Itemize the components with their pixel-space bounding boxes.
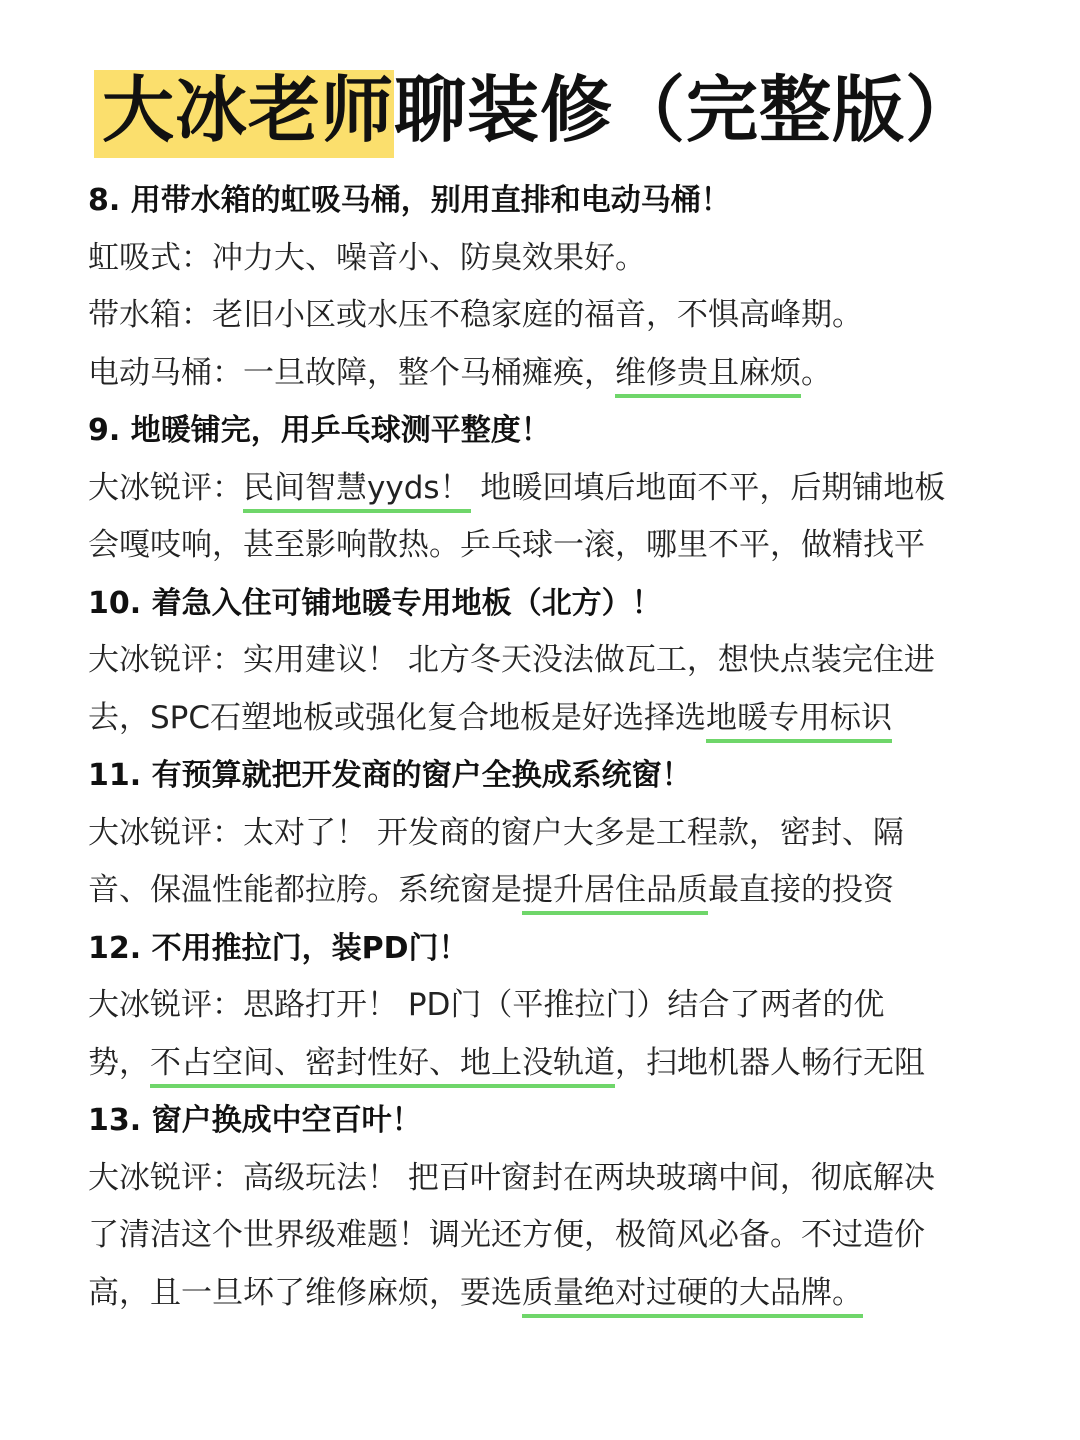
text-segment: ，扫地机器人畅行无阻 — [615, 1044, 925, 1081]
section-8-heading: 8. 用带水箱的虹吸马桶，别用直排和电动马桶！ — [88, 183, 731, 218]
section-13-heading: 13. 窗户换成中空百叶！ — [88, 1103, 422, 1138]
section-11-line-2 — [88, 862, 1008, 920]
section-10-line-1: 大冰锐评：实用建议！ 北方冬天没法做瓦工，想快点装完住进 — [88, 642, 935, 678]
section-13-line-3 — [88, 1265, 1008, 1323]
underlined-phrase: 质量绝对过硬的大品牌。 — [522, 1275, 863, 1318]
underlined-phrase: 不占空间、密封性好、地上没轨道 — [150, 1045, 615, 1088]
article-body — [88, 172, 1008, 1322]
text-segment: 电动马桶：一旦故障，整个马桶瘫痪， — [88, 354, 615, 391]
underlined-phrase: 民间智慧yyds！ — [243, 470, 471, 513]
text-segment: 最直接的投资 — [708, 872, 894, 908]
underlined-phrase: 维修贵且麻烦 — [615, 355, 801, 398]
text-segment: 高，且一旦坏了维修麻烦，要选 — [88, 1274, 522, 1311]
title-highlighted-text: 大冰老师 — [101, 68, 394, 152]
section-8-line-3 — [88, 345, 1008, 403]
underlined-phrase: 提升居住品质 — [522, 872, 708, 915]
title-rest-text: 聊装修（完整版） — [394, 68, 979, 152]
section-9-heading: 9. 地暖铺完，用乒乓球测平整度！ — [88, 413, 551, 448]
section-11-line-1: 大冰锐评：太对了！ 开发商的窗户大多是工程款，密封、隔 — [88, 814, 904, 851]
section-9-line-2: 会嘎吱响，甚至影响散热。乒乓球一滚，哪里不平，做精找平 — [88, 527, 925, 563]
page-title — [102, 64, 978, 156]
section-10-line-2 — [88, 690, 1008, 748]
underlined-phrase: 地暖专用标识 — [706, 700, 892, 743]
section-9-line-1 — [88, 460, 1008, 518]
section-8-line-1: 虹吸式：冲力大、噪音小、防臭效果好。 — [88, 239, 646, 276]
text-segment: 势， — [88, 1044, 150, 1081]
section-13-line-1: 大冰锐评：高级玩法！ 把百叶窗封在两块玻璃中间，彻底解决 — [88, 1159, 935, 1196]
section-12-line-2 — [88, 1035, 1008, 1093]
text-segment: 。 — [801, 354, 832, 391]
text-segment: 大冰锐评： — [88, 469, 243, 506]
text-segment: 地暖回填后地面不平，后期铺地板 — [470, 469, 946, 506]
section-10-heading: 10. 着急入住可铺地暖专用地板（北方）！ — [88, 585, 662, 621]
text-segment: 音、保温性能都拉胯。系统窗是 — [88, 872, 522, 908]
section-12-line-1: 大冰锐评：思路打开！ PD门（平推拉门）结合了两者的优 — [88, 987, 885, 1023]
title-area — [0, 64, 1080, 156]
section-11-heading: 11. 有预算就把开发商的窗户全换成系统窗！ — [88, 758, 692, 793]
section-13-line-2: 了清洁这个世界级难题！调光还方便，极简风必备。不过造价 — [88, 1217, 925, 1253]
text-segment: 去，SPC石塑地板或强化复合地板是好选择选 — [88, 699, 707, 736]
section-8-line-2: 带水箱：老旧小区或水压不稳家庭的福音，不惧高峰期。 — [88, 297, 863, 333]
section-12-heading: 12. 不用推拉门，装PD门！ — [88, 930, 469, 966]
